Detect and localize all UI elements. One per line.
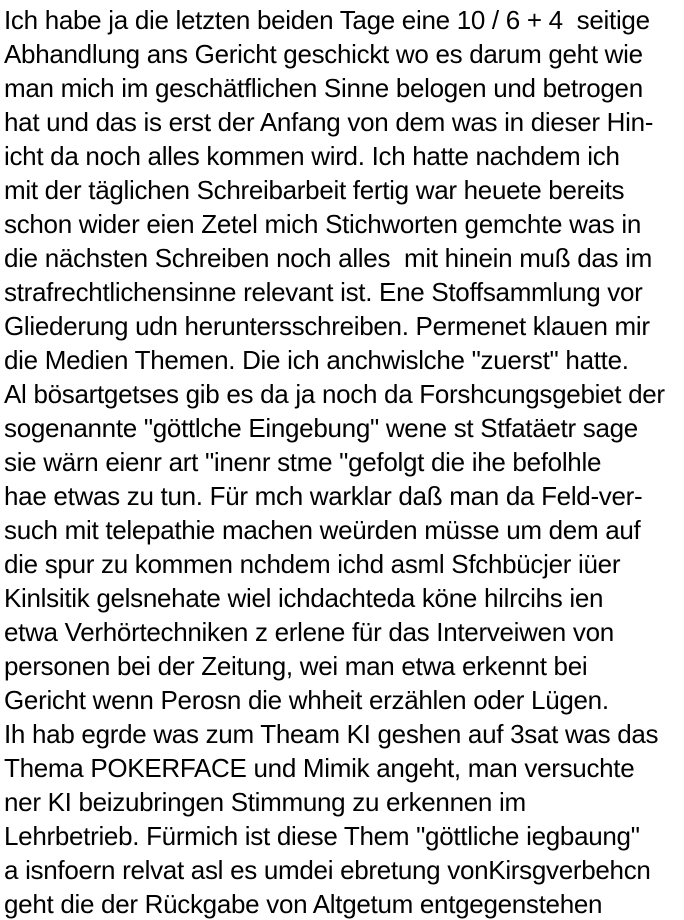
- text-line: personen bei der Zeitung, wei man etwa erkennt bei: [4, 651, 588, 681]
- text-line: mit der täglichen Schreibarbeit fertig war heuete bereits: [4, 175, 625, 205]
- text-line: Al bösartgetses gib es da ja noch da Forshcungsgebiet der: [4, 379, 665, 409]
- text-line: hae etwas zu tun. Für mch warklar daß man da Feld-ver-: [4, 481, 643, 511]
- text-line: Abhandlung ans Gericht geschickt wo es darum geht wie: [4, 39, 643, 69]
- text-line: etwa Verhörtechniken z erlene für das Interveiwen von: [4, 617, 614, 647]
- text-line: ner KI beizubringen Stimmung zu erkennen im: [4, 787, 526, 817]
- text-line: icht da noch alles kommen wird. Ich hatte nachdem ich: [4, 141, 620, 171]
- text-line: Thema POKERFACE und Mimik angeht, man versuchte: [4, 753, 635, 783]
- text-line: Ich habe ja die letzten beiden Tage eine 10 / 6 + 4 seitige: [4, 5, 650, 35]
- text-line: Gericht wenn Perosn die whheit erzählen oder Lügen.: [4, 685, 609, 715]
- text-line: strafrechtlichensinne relevant ist. Ene Stoffsammlung vor: [4, 277, 643, 307]
- text-line: such mit telepathie machen weürden müsse um dem auf: [4, 515, 641, 545]
- text-line: Ih hab egrde was zum Theam KI geshen auf 3sat was das: [4, 719, 659, 749]
- text-line: hat und das is erst der Anfang von dem was in dieser Hin-: [4, 107, 654, 137]
- text-line: sie wärn eienr art "inenr stme "gefolgt die ihe befolhle: [4, 447, 602, 477]
- text-line: a isnfoern relvat asl es umdei ebretung vonKirsgverbehcn: [4, 855, 651, 885]
- text-line: Lehrbetrieb. Fürmich ist diese Them "göttliche iegbaung": [4, 821, 640, 851]
- text-line: die Medien Themen. Die ich anchwislche "zuerst" hatte.: [4, 345, 629, 375]
- text-line: Kinlsitik gelsnehate wiel ichdachteda köne hilrcihs ien: [4, 583, 604, 613]
- text-line: sogenannte "göttlche Eingebung" wene st Stfatäetr sage: [4, 413, 638, 443]
- text-line: Gliederung udn heruntersschreiben. Permenet klauen mir: [4, 311, 650, 341]
- text-line: die spur zu kommen nchdem ichd asml Sfchbücjer iüer: [4, 549, 621, 579]
- text-line: schon wider eien Zetel mich Stichworten gemchte was in: [4, 209, 641, 239]
- document-text: [4, 3, 684, 920]
- text-line: geht die der Rückgabe von Altgetum entgegenstehen: [4, 889, 603, 919]
- text-line: man mich im geschätflichen Sinne belogen und betrogen: [4, 73, 643, 103]
- text-line: die nächsten Schreiben noch alles mit hinein muß das im: [4, 243, 652, 273]
